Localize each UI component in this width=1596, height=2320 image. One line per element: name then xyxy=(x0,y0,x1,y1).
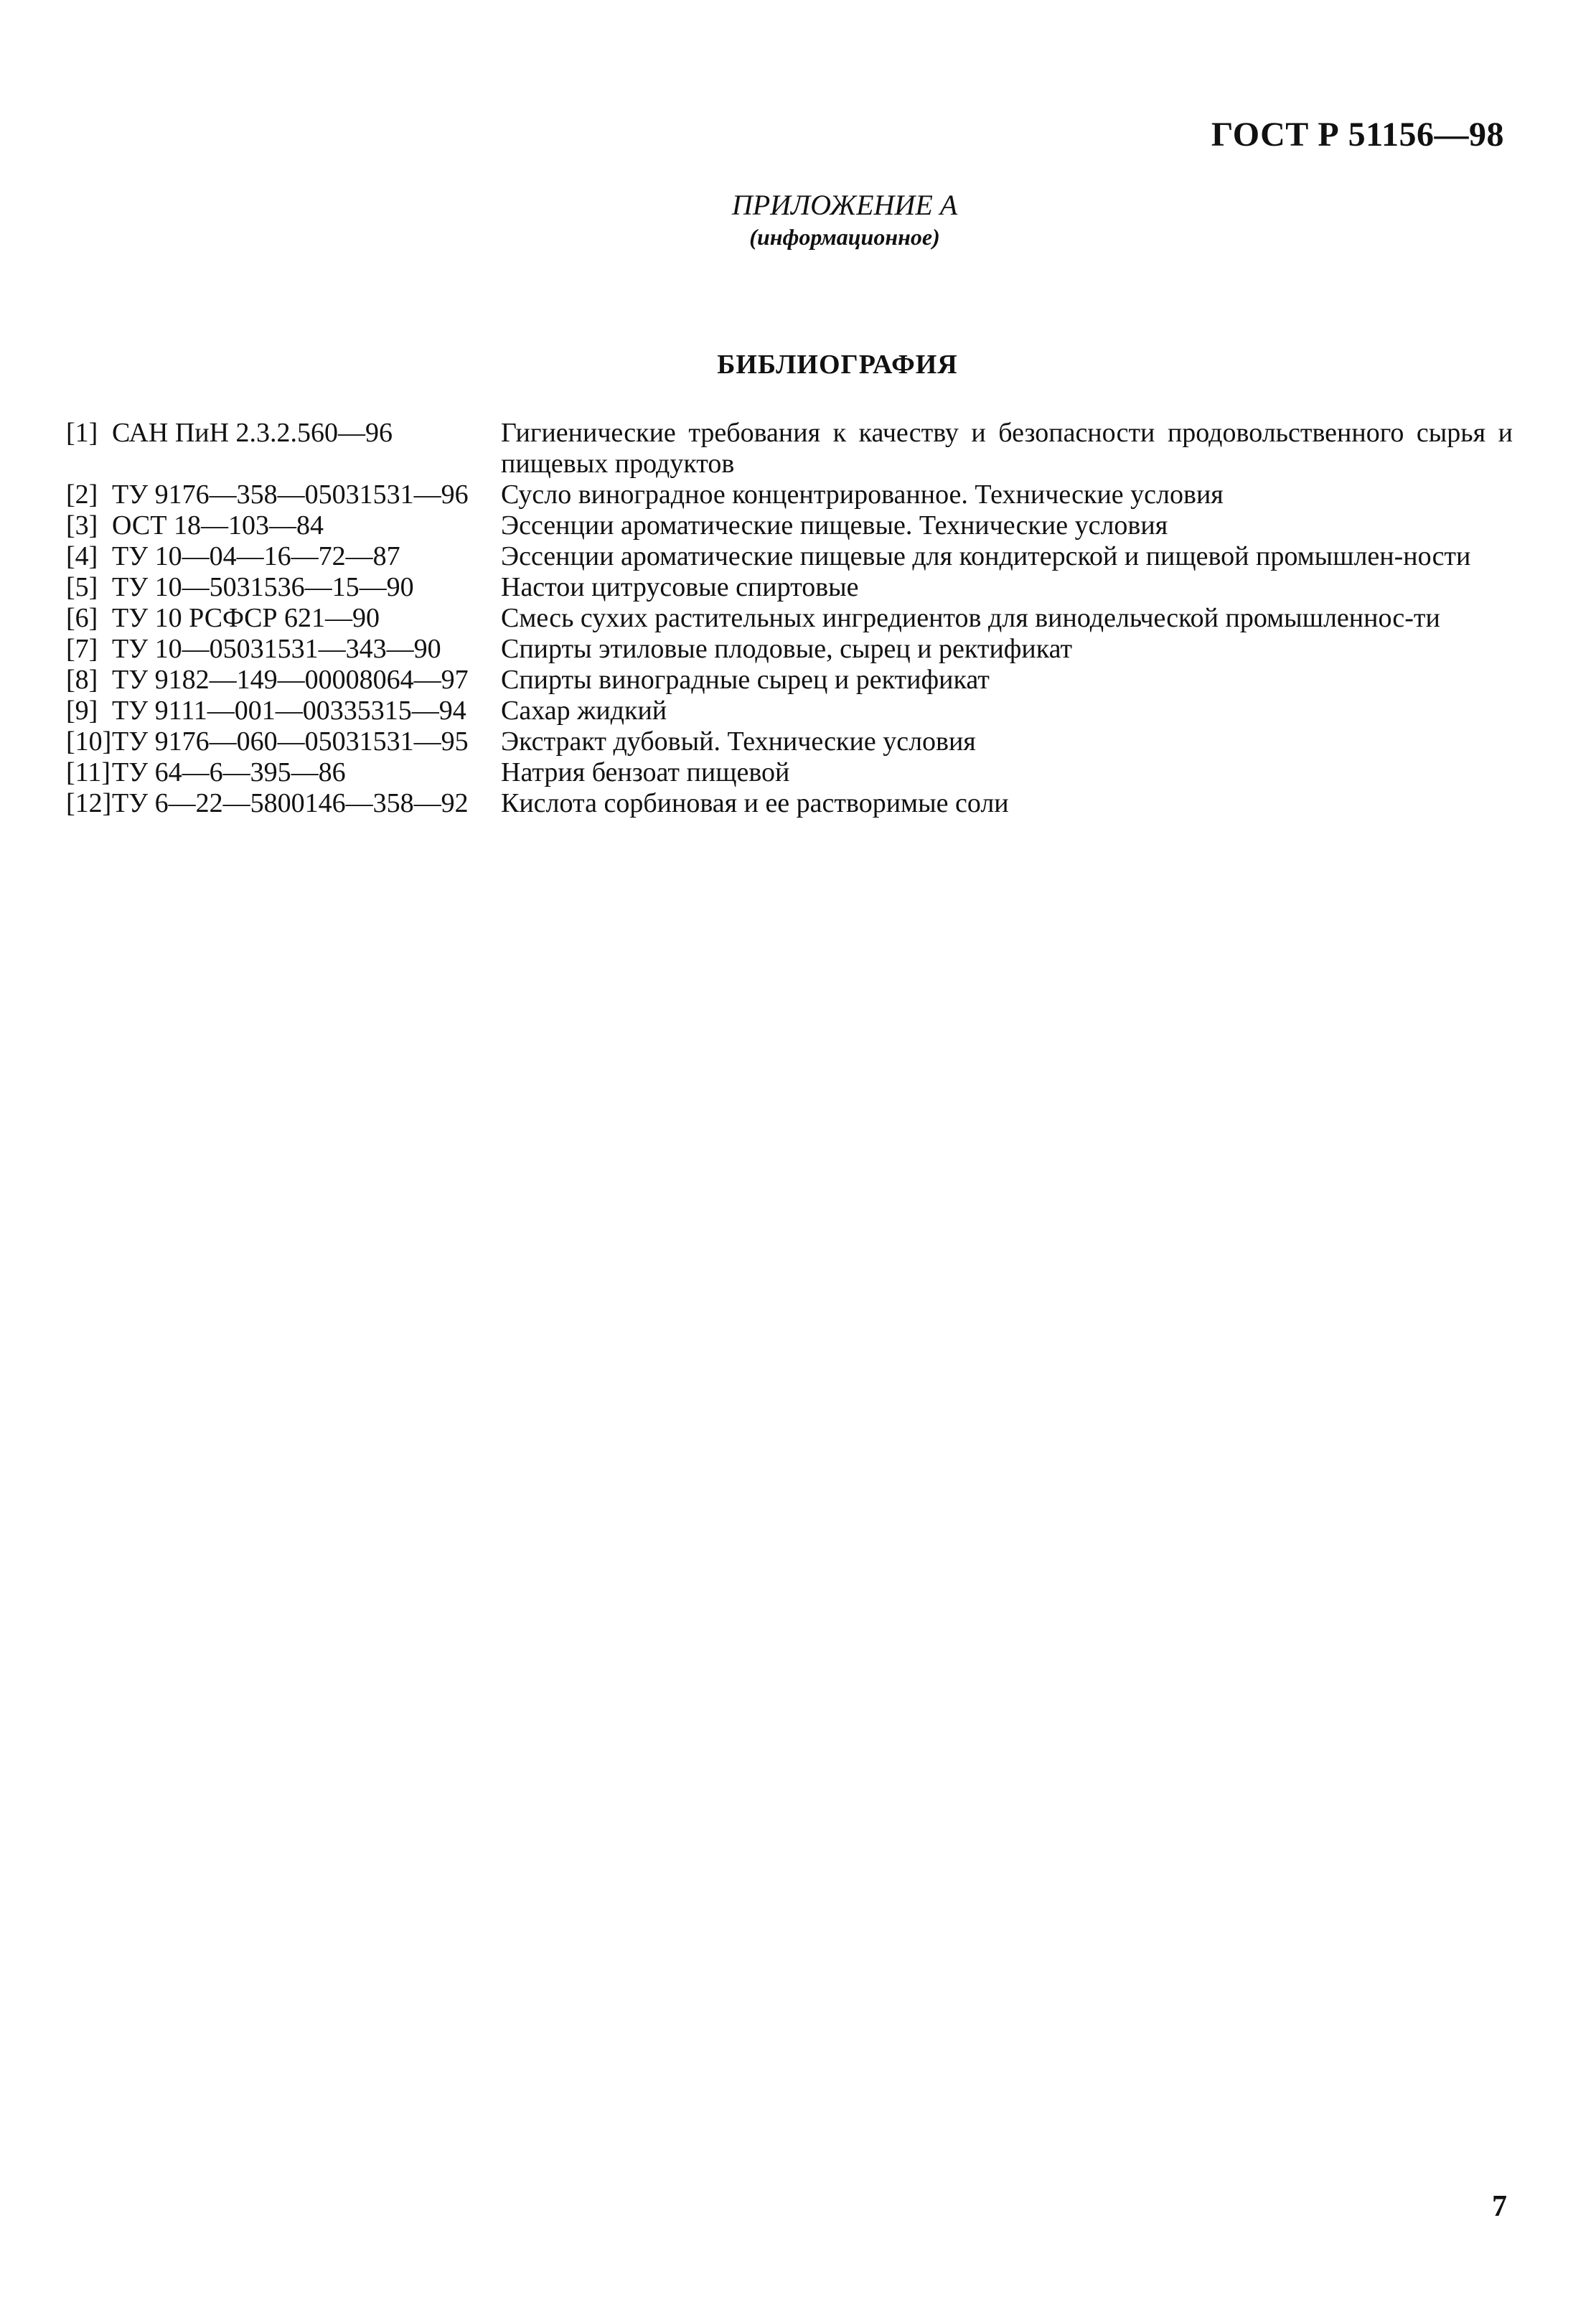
bibliography-item-title: Спирты виноградные сырец и ректификат xyxy=(501,665,990,695)
bibliography-item-number: [2] xyxy=(66,480,98,510)
appendix-subtitle: (информационное) xyxy=(749,224,940,250)
bibliography-item-code: ТУ 10 РСФСР 621—90 xyxy=(112,603,380,633)
bibliography-item-code: ТУ 10—05031531—343—90 xyxy=(112,634,441,664)
bibliography-item-number: [9] xyxy=(66,696,98,726)
bibliography-item-code: ТУ 10—5031536—15—90 xyxy=(112,572,414,602)
bibliography-item-number: [10] xyxy=(66,726,112,757)
bibliography-item xyxy=(66,788,1513,819)
bibliography-item-title: Эссенции ароматические пищевые. Технические условия xyxy=(501,510,1168,541)
appendix-block xyxy=(0,188,1596,251)
bibliography-item-code: ТУ 9176—060—05031531—95 xyxy=(112,726,469,757)
bibliography-item-number: [6] xyxy=(66,603,98,633)
bibliography-item-title: Настои цитрусовые спиртовые xyxy=(501,572,859,602)
bibliography-item-number: [12] xyxy=(66,788,112,818)
bibliography-item-number: [5] xyxy=(66,572,98,602)
bibliography-item xyxy=(66,418,1513,480)
bibliography-item-code: ТУ 10—04—16—72—87 xyxy=(112,541,400,571)
bibliography-item-title: Смесь сухих растительных ингредиентов для винодельческой промышленнос-ти xyxy=(501,603,1440,633)
bibliography-item-code: ТУ 6—22—5800146—358—92 xyxy=(112,788,469,818)
bibliography-item-title: Сусло виноградное концентрированное. Технические условия xyxy=(501,480,1224,510)
bibliography-item xyxy=(66,665,1513,696)
bibliography-item-code: ТУ 9111—001—00335315—94 xyxy=(112,696,466,726)
bibliography-item-title: Натрия бензоат пищевой xyxy=(501,757,790,787)
bibliography-item-title: Сахар жидкий xyxy=(501,696,667,726)
bibliography-item xyxy=(66,757,1513,788)
bibliography-item-code: ТУ 64—6—395—86 xyxy=(112,757,346,787)
document-code: ГОСТ Р 51156—98 xyxy=(1211,116,1504,154)
bibliography-item-code: САН ПиН 2.3.2.560—96 xyxy=(112,418,393,448)
bibliography-item-number: [7] xyxy=(66,634,98,664)
bibliography-item-number: [11] xyxy=(66,757,111,787)
bibliography-item-code: ТУ 9176—358—05031531—96 xyxy=(112,480,469,510)
bibliography-item xyxy=(66,480,1513,510)
bibliography-heading: БИБЛИОГРАФИЯ xyxy=(717,350,958,380)
bibliography-item-title: Гигиенические требования к качеству и безопасности продовольственного сырья и пищевых продуктов xyxy=(501,418,1513,479)
appendix-title: ПРИЛОЖЕНИЕ А xyxy=(731,189,958,221)
bibliography-item-code: ТУ 9182—149—00008064—97 xyxy=(112,665,469,695)
bibliography-item xyxy=(66,726,1513,757)
bibliography-item xyxy=(66,541,1513,572)
bibliography-item-number: [4] xyxy=(66,541,98,571)
bibliography-item-title: Спирты этиловые плодовые, сырец и ректификат xyxy=(501,634,1073,664)
bibliography-list xyxy=(66,418,1513,819)
bibliography-item xyxy=(66,572,1513,603)
bibliography-item xyxy=(66,696,1513,726)
bibliography-item xyxy=(66,634,1513,665)
bibliography-item-title: Экстракт дубовый. Технические условия xyxy=(501,726,976,757)
bibliography-item-code: ОСТ 18—103—84 xyxy=(112,510,324,541)
bibliography-item-number: [8] xyxy=(66,665,98,695)
bibliography-item-title: Кислота сорбиновая и ее растворимые соли xyxy=(501,788,1009,818)
page-number: 7 xyxy=(1492,2190,1507,2223)
bibliography-item-number: [1] xyxy=(66,418,98,448)
bibliography-item xyxy=(66,510,1513,541)
bibliography-item-title: Эссенции ароматические пищевые для кондитерской и пищевой промышлен-ности xyxy=(501,541,1471,571)
bibliography-item xyxy=(66,603,1513,634)
bibliography-item-number: [3] xyxy=(66,510,98,541)
